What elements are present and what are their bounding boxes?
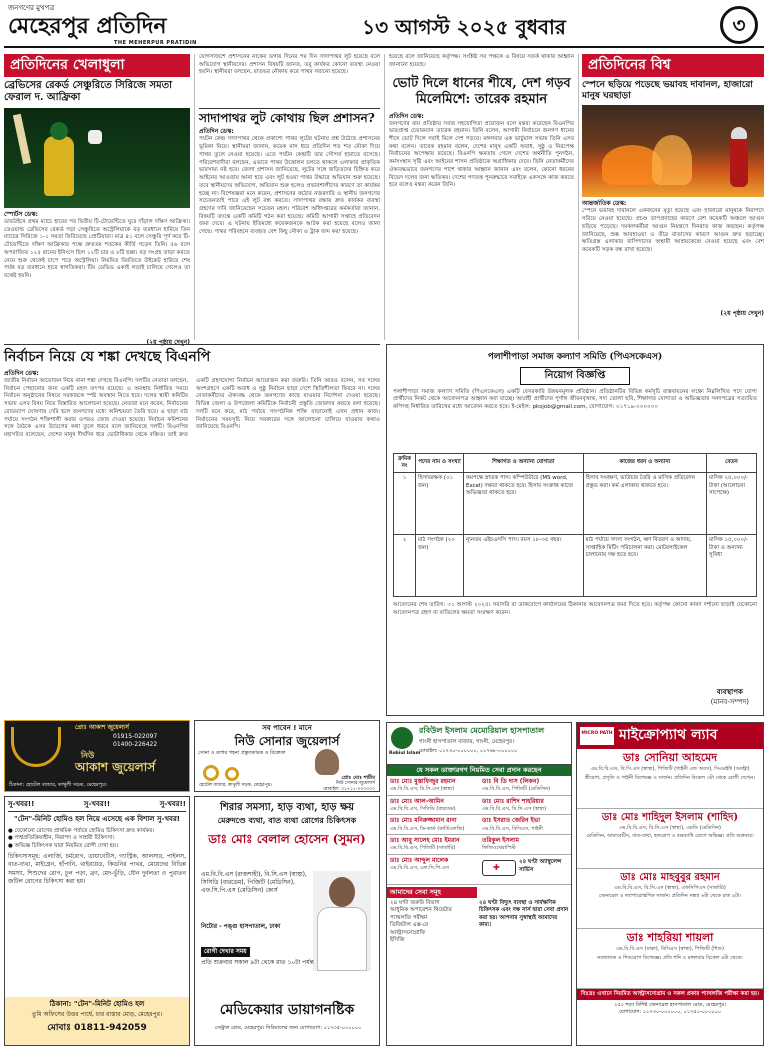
service-item: প্যাথলজি পরীক্ষা: [390, 914, 428, 921]
world-photo: [582, 105, 764, 197]
doctor-name: ডাঃ ইসরাত জেরিন ইভা: [482, 817, 540, 825]
table-cell: ১: [394, 473, 416, 535]
robiul-subhead: যে সকল ডাক্তারগণ নিয়মিত সেবা প্রদান করছেন: [387, 765, 571, 776]
robiul-header: [387, 723, 571, 765]
sonar-sub: সোনা ও রূপার গহনা প্রস্তুতকারক ও বিক্রেতা: [198, 749, 286, 756]
doctor-name: ডাঃ বি ডি দাস (লিকন): [482, 777, 540, 785]
tarek-intro: হয়েছে বলে জানিয়েছে কর্তৃপক্ষ। সংশ্লিষ্ট সব পক্ষকে এ বিষয়ে সতর্ক থাকার আহ্বান জানানো হয়েছে।: [389, 54, 574, 68]
doctor-degree: এম.বি.বি.এস, বি.সি.এস (স্বাস্থ্য), এমডি (মেডিসিন): [618, 824, 722, 831]
doctor-name: ডাঃ মোঃ রাশিদ শাহরিয়ার: [482, 797, 544, 805]
sonar-owner: প্রোঃ মোঃ শামীম: [341, 775, 375, 781]
bat-shape: [13, 114, 31, 165]
doctor-degree: এম.বি.বি.এস, বি.সি.এস (স্বাস্থ্য): [390, 785, 455, 792]
tarek-headline: ভোট দিলে ধানের শীষে, দেশ গড়ব মিলেমিশে: তারেক রহমান: [392, 76, 571, 108]
doctor-degree: এম.বি.বি.এস, সিসিডি (বারডেম): [390, 805, 456, 812]
doctor-degree: এম.বি.বি.এস, বি.সি.এস (স্বাস্থ্য), পিজিটি (গাইনী এন্ড অবস), সিএমইউ (আল্ট্রা): [590, 765, 750, 772]
center-byline: প্রতিদিন ডেস্ক:: [199, 128, 234, 136]
hospital-logo-icon: [391, 727, 413, 749]
robiul-services-list: [387, 898, 477, 947]
homeo-head: সু-খবর!!: [159, 800, 186, 808]
sports-byline: স্পোর্টস ডেস্ক:: [4, 210, 38, 218]
robiul-doctor: [479, 796, 571, 816]
doctor-coat: [317, 907, 367, 971]
robiul-services-head: আমাদের সেবা সমূহ: [387, 887, 477, 898]
service-item: আল্ট্রাসনোগ্রাফি: [390, 929, 426, 936]
necklace-icon: [11, 727, 61, 767]
table-header-cell: শিক্ষাগত ও অন্যান্য যোগ্যতা: [464, 453, 584, 473]
world-byline: আন্তর্জাতিক ডেস্ক:: [582, 200, 627, 208]
homeo-addr: তুমি অফিসের উত্তর পার্শ্বে, চার রাস্তার মোড়, মেহেরপুর।: [31, 1011, 163, 1019]
masthead-date: ১৩ আগস্ট ২০২৫ বুধবার: [362, 15, 566, 39]
service-item: ২৪ ঘণ্টা জরুরি বিভাগ: [390, 899, 440, 906]
table-cell: হিসাব সংরক্ষণ, ভাউচার তৈরি ও মাসিক প্রতিবেদন প্রস্তুত করা। কর্ম এলাকায় থাকতে হবে।: [583, 473, 706, 535]
homeo-phone: মোবাঃ 01811-942059: [47, 1022, 147, 1033]
doctor-detail: স্ত্রীরোগ, প্রসূতি ও গাইনী বিশেষজ্ঞ ও সার্জন। প্রতিদিন বিকেল ৩টা থেকে রোগী দেখেন।: [584, 774, 756, 781]
doctor-degree: এম.বি.বি.এস, পিজিটি (সার্জারি): [390, 845, 456, 852]
notice-intro: পলাশীপাড়া সমাজ কল্যাণ সমিতি (পিএসকেএস) একটি বেসরকারি উন্নয়নমূলক প্রতিষ্ঠান। প্রতিষ্ঠানটির বিভিন্ন কর্মসূচি বাস্তবায়নের লক্ষ্যে নিম্নলিখিত পদে যোগ্য প্রার্থীদের নিকট থেকে আবেদনপত্র আহ্বান করা যাচ্ছে। আগ্রহী প্রার্থীদের পূর্ণাঙ্গ জীবনবৃত্তান্ত, সদ্য তোলা ছবি, শিক্ষাগত যোগ্যতা ও অভিজ্ঞতার সনদপত্রের সত্যায়িত কপিসহ নির্ধারিত তারিখের মধ্যে আবেদন করতে হবে। ই-মেইল: pksjob@gmail.com, যোগাযোগ: ০১৭১৯-০০০০০০: [393, 388, 757, 411]
ring-icon: [203, 765, 219, 781]
akash-phone1: 01915-022097: [113, 733, 158, 740]
ad-akash-jewellers: [4, 720, 190, 792]
micro-addr: ২৫০ শয্যা বিশিষ্ট জেনারেল হাসপাতাল রোড, মেহেরপুর।: [614, 1002, 726, 1009]
notice-signer-title: ব্যবস্থাপক: [716, 688, 743, 697]
belal-center-addr: সেন্ট্রাল রোড, মেহেরপুর। সিরিয়ালের জন্য যোগাযোগ: ০১৭৩৫-০০০০০০: [214, 1025, 362, 1031]
bnp-byline: প্রতিদিন ডেস্ক:: [4, 369, 39, 377]
doctor-detail: মেডিসিন, ডায়াবেটিস, বাত-ব্যথা, হৃদরোগ ও বক্ষব্যাধি রোগে অভিজ্ঞ। প্রতি শুক্রবার।: [586, 833, 754, 840]
robiul-doctor: [387, 776, 479, 796]
sonar-phone: মোবাইল: ০১৭১১-০০০০০০: [323, 787, 375, 792]
robiul-addr: গাংনী হাসপাতাল বাজার, গাংনী, মেহেরপুর।: [419, 739, 514, 745]
akash-address: ঠিকানা: হোটেল বাজার, কাথুলী সড়ক, মেহেরপুর।: [9, 782, 107, 789]
akash-top: প্রোঃ আকাশ জুয়েলার্স: [75, 724, 130, 731]
tarek-story: [384, 54, 574, 340]
doctor-degree: এম.বি.বি.এস, বি.সি.এস (স্বাস্থ্য): [482, 805, 547, 812]
robiul-services: [387, 898, 571, 947]
ad-homeo: [4, 796, 190, 1046]
notice-title: নিয়োগ বিজ্ঞপ্তি: [520, 367, 630, 385]
micro-footer: বিঃদ্রঃ এখানে নিয়মিত আল্ট্রাসনোগ্রাম ও সকল প্রকার প্যাথলজি পরীক্ষা করা হয়।: [577, 989, 763, 1000]
doctor-degree: এম.বি.বি.এস, বি.সি.এস (স্বাস্থ্য), এফসিপিএস (সার্জারি): [614, 884, 726, 891]
firefighter-figure: [730, 135, 748, 187]
micro-doctor: [577, 809, 763, 869]
homeo-head: সু-খবর!!: [8, 800, 35, 808]
page-number-badge: [720, 6, 758, 44]
doctor-name: ডাঃ মোঃ আল-আমিন: [390, 797, 444, 805]
service-item: আধুনিক অপারেশন থিয়েটার: [390, 907, 452, 914]
table-header-cell: কাজের ধরন ও অন্যান্য: [583, 453, 706, 473]
masthead-name: মেহেরপুর প্রতিদিন: [8, 13, 167, 39]
table-cell: মাসিক ২৫,০০০/- টাকা (আলোচনা সাপেক্ষে): [707, 473, 757, 535]
akash-phone2: 01400-226422: [113, 741, 158, 748]
micro-doctor: [577, 929, 763, 989]
homeo-addr-label: ঠিকানা: "টেন"-মিনিট হোমিও হল: [49, 1000, 145, 1008]
world-section: [578, 54, 764, 340]
center-intro: যোগসাজশে প্রশাসনের নাকের ডগায় দিনের পর দিন সাদাপাথর লুট হয়েছে বলে অভিযোগ স্থানীয়দের। প্রশাসন বিষয়টি জানত, তবু কার্যকর কোনো ব্যবস্থা নেওয়া হয়নি। স্থানীয়রা বলছেন, রাতভর নৌকায় করে পাথর সরানো হয়েছে।: [199, 54, 380, 76]
notice-table: [393, 453, 757, 598]
robiul-doctor: [387, 815, 479, 835]
robiul-doctor-grid: [387, 776, 571, 885]
cricketer-head: [50, 122, 68, 140]
bnp-story: [4, 344, 380, 716]
notice-org: পলাশীপাড়া সমাজ কল্যাণ সমিতি (পিএসকেএস): [487, 352, 663, 362]
ad-dr-belal: [194, 796, 380, 1046]
notice-table-header: [394, 453, 757, 473]
robiul-note: ২৪ ঘণ্টা বিদ্যুৎ ব্যবস্থা ও সার্বক্ষণিক চিকিৎসক এবং দক্ষ নার্স দ্বারা সেবা প্রদান করা হয়। আপনার সুস্বাস্থ্যই আমাদের কাম্য।: [479, 899, 569, 929]
akash-name-small: নিউ: [81, 751, 95, 760]
masthead-tagline: জনগণের মুখপত্র: [8, 4, 55, 12]
doctor-degree: ফিজিওথেরাপিস্ট: [482, 845, 516, 852]
world-section-head: প্রতিদিনের বিশ্ব: [582, 54, 764, 77]
belal-time-label: রোগী দেখার সময়: [201, 947, 250, 957]
doctor-name: ডাঃ মোঃ মাহবুবুর রহমান: [620, 872, 720, 883]
homeo-line1: "টেন"-মিনিট হোমিও হল নিয়ে এসেছে এক বিশাল সু-খবর!: [14, 815, 180, 824]
homeo-head: সু-খবর!!: [83, 800, 111, 808]
doctor-name: ডাঃ মোঃ আব্দুল মালেক: [390, 857, 449, 865]
table-cell: মাঠ পর্যায়ে সদস্য সংগঠন, ঋণ বিতরণ ও আদায়, সাপ্তাহিক মিটিং পরিচালনা করা। মোটরসাইকেল চালানোয় দক্ষ হতে হবে।: [583, 535, 706, 597]
belal-name: ডাঃ মোঃ বেলাল হোসেন (সুমন): [208, 832, 366, 847]
table-cell: মাসিক ১৫,০০০/- টাকা ও অন্যান্য সুবিধা: [707, 535, 757, 597]
micro-doctor: [577, 869, 763, 929]
belal-time: প্রতি শুক্রবার সকাল ৯টা থেকে রাত ১০টা পর্যন্ত: [201, 959, 314, 966]
glove-shape: [88, 130, 102, 144]
masthead-name-en: THE MEHERPUR PRATIDIN: [114, 40, 197, 46]
doctor-degree: এম.বি.বি.এস, পিজিটি (মেডিসিন): [482, 785, 551, 792]
ring-icon: [225, 767, 239, 781]
sonar-top: সব পাবেন ! মানে: [262, 724, 312, 732]
ambulance-panel: [479, 855, 571, 885]
robiul-doctor: [479, 835, 571, 855]
service-item: ডিজিটাল এক্স-রে: [390, 922, 429, 929]
robiul-doctor: [479, 815, 571, 835]
table-cell: ন্যূনতম এইচএসসি পাস। বয়স ১৮-৩৫ বছর।: [464, 535, 584, 597]
doctor-name: ডাঃ মোঃ মুস্তাফিজুর রহমান: [390, 777, 456, 785]
world-headline: স্পেনে ছড়িয়ে পড়েছে ভয়াবহ দাবানল, হাজারো মানুষ ঘরছাড়া: [582, 79, 753, 102]
doctor-avatar: [313, 871, 371, 971]
ad-new-sonar: [194, 720, 380, 792]
micro-header: [577, 723, 763, 749]
world-cont: (২য় পৃষ্ঠায় দেখুন): [720, 310, 764, 318]
doctor-head: [329, 877, 355, 907]
service-item: ইসিজি: [390, 937, 405, 944]
belal-degrees: এম.বি.বি.এস (রাজশাহী), বি.সি.এস (স্বাস্থ্য), সিসিডি (বারডেম), পিজিটি (মেডিসিন), এফ.সি.পি.এস (মেডিসিন) কোর্স: [201, 871, 307, 895]
table-header-cell: ক্রমিক নং: [394, 453, 416, 473]
bnp-body: জাতীয় নির্বাচন আয়োজন নিয়ে নানা শঙ্কা দেখছে বিএনপি। দলটির নেতারা বলছেন, নির্বাচন পেছানোর জন্য একটি মহল তৎপর রয়েছে। এ অবস্থায় নির্ধারিত সময়ে নির্বাচন অনুষ্ঠানের বিষয়ে সরকারকে স্পষ্ট অবস্থান নিতে হবে। দলের স্থায়ী কমিটির সভায় এসব বিষয় নিয়ে বিস্তারিত আলোচনা হয়েছে। নেতারা মনে করেন, নির্বাচনের রোডম্যাপ ঘোষণায় দেরি হলে জনগণের মধ্যে অনিশ্চয়তা তৈরি হবে। এ ছাড়া মাঠ পর্যায়ে সংগঠন শক্তিশালী করার ওপরও জোর দেওয়া হয়েছে। নির্বাচন কমিশনের সঙ্গে বৈঠকে এসব উদ্বেগের কথা তুলে ধরবে বলে জানিয়েছে দলটি। বিএনপির মহাসচিব বলেছেন, দেশের মানুষ দীর্ঘদিন ধরে ভোটাধিকার থেকে বঞ্চিত। তাই দ্রুত একটি গ্রহণযোগ্য নির্বাচন আয়োজন করা জরুরি। তিনি আরও বলেন, সব দলের অংশগ্রহণে একটি অবাধ ও সুষ্ঠু নির্বাচন ছাড়া দেশে স্থিতিশীলতা ফিরবে না। দলের নেতাকর্মীদের ঐক্যবদ্ধ থেকে জনগণের কাছে যাওয়ার নির্দেশনা দেওয়া হয়েছে। বিভিন্ন জেলা ও উপজেলা কমিটিকে নির্বাচনী প্রস্তুতি জোরদার করতে বলা হয়েছে। দলটি মনে করে, মাঠ পর্যায়ে সাংগঠনিক শক্তি বাড়ানোই এখন প্রধান কাজ। নির্বাচনের সময়সূচি নিয়ে সরকারের সঙ্গে আলোচনা চালিয়ে যাওয়ার কথাও জানিয়েছে বিএনপি।: [4, 377, 380, 439]
table-cell: ২: [394, 535, 416, 597]
masthead: [4, 4, 764, 48]
belal-top: শিরার সমস্যা, হাড় ব্যথা, হাড় ক্ষয়: [219, 802, 355, 813]
ad-robiul-hospital: [386, 722, 572, 1046]
sports-section-head: প্রতিদিনের খেলাধুলা: [4, 54, 190, 77]
owner-avatar: [315, 749, 339, 775]
homeo-point: ● যেকোনো রোগের প্রাথমিক পর্যায়ে হোমিও চিকিৎসা দ্রুত কার্যকর।: [8, 827, 155, 834]
sports-headline: ব্রেভিসের রেকর্ড সেঞ্চুরিতে সিরিজে সমতা ফেরাল দ. আফ্রিকা: [4, 79, 173, 104]
micro-doctor: [577, 749, 763, 809]
center-story: [194, 54, 380, 340]
homeo-heads: [8, 800, 186, 812]
robiul-doctor: [387, 796, 479, 816]
homeo-services: চিকিৎসাসমূহ: এলার্জি, চর্মরোগ, ডায়াবেটিস, গ্যাস্ট্রিক, আলসার, পাইলস, বাত-ব্যথা, মাইগ্রেন, হাঁপানি, থাইরয়েড, কিডনির পাথর, মেয়েদের বিভিন্ন সমস্যা, শিশুদের রোগ, চুল পড়া, ব্রণ, মেদ-ভুঁড়ি, যৌন দুর্বলতা ও পুরাতন জটিল রোগের চিকিৎসা করা হয়।: [8, 853, 186, 885]
doctor-degree: এম.বি.বি.এস (ঢাকা), বিসিএস (স্বাস্থ্য), পিজিটি (শিশু): [616, 945, 724, 952]
bnp-headline: নির্বাচন নিয়ে যে শঙ্কা দেখছে বিএনপি: [4, 349, 211, 365]
doctor-name: ডাঃ আবু সালেহ মোঃ ইমরান: [390, 837, 460, 845]
robiul-ambulance: ২৪ ঘণ্টা অ্যাম্বুলেন্স সার্ভিস: [519, 859, 562, 873]
table-row: [394, 473, 757, 535]
doctor-name: ডাঃ মোঃ মনিরুজ্জামান রানা: [390, 817, 457, 825]
center-body: পর্যটন কেন্দ্র সাদাপাথর থেকে প্রকাশ্যে পাথর লুটের ঘটনায় প্রশ্ন উঠেছে প্রশাসনের ভূমিকা নিয়ে। স্থানীয়রা জানান, কয়েক মাস ধরে প্রতিদিন শত শত নৌকা দিয়ে পাথর তুলে নেওয়া হয়েছে। এতে পর্যটন কেন্দ্রটি তার সৌন্দর্য হারাতে বসেছে। পরিবেশবাদীরা বলছেন, এভাবে পাথর উত্তোলন চলতে থাকলে এলাকার প্রাকৃতিক ভারসাম্য নষ্ট হবে। জেলা প্রশাসন জানিয়েছে, লুটের সঙ্গে জড়িতদের চিহ্নিত করে আইনের আওতায় আনা হবে এবং লুট হওয়া পাথর উদ্ধারে অভিযান শুরু হয়েছে। তবে স্থানীয়দের অভিযোগ, অভিযান শুরু হলেও প্রভাবশালীদের কারণে তা কার্যকর হচ্ছে না। বিশেষজ্ঞরা মনে করেন, প্রশাসনের কঠোর নজরদারি ও স্থানীয় জনগণের সচেতনতাই পারে এই লুট বন্ধ করতে। সাদাপাথর রক্ষায় দ্রুত কার্যকর ব্যবস্থা গ্রহণের দাবি জানিয়েছেন সচেতন মহল। পরিবেশ অধিদপ্তরের কর্মকর্তারা জানান, বিষয়টি তদন্তে একটি কমিটি গঠন করা হয়েছে। কমিটি আগামী সপ্তাহে প্রতিবেদন জমা দেবে। এ ঘটনায় ইতিমধ্যে কয়েকজনকে আটক করা হয়েছে বলেও জানা গেছে। পাথর পরিবহনে ব্যবহৃত বেশ কিছু নৌকা ও ট্রাক জব্দ করা হয়েছে।: [199, 136, 380, 236]
belal-top2: মেরুদণ্ডে ব্যথা, বাত ব্যথা রোগের চিকিৎসক: [217, 814, 357, 825]
doctor-name: তরিকুল ইসলাম: [482, 837, 519, 845]
micro-phone: যোগাযোগ: ০১৭৩০-০০০০০০, ০১৭৫০-০০০০০০: [618, 1009, 722, 1016]
sports-photo: [4, 108, 190, 208]
notice-signer-sub: (মানব-সম্পদ): [710, 697, 749, 706]
homeo-footer: [5, 997, 189, 1045]
robiul-doctor: [479, 776, 571, 796]
robiul-logo: Robiul Islam: [389, 751, 421, 756]
sonar-address: হোটেল বাজার, কাথুলী সড়ক, মেহেরপুর।: [199, 783, 272, 788]
homeo-point: ● অভিজ্ঞ চিকিৎসক দ্বারা নিয়মিত রোগী দেখা হয়।: [8, 842, 118, 849]
sonar-name: নিউ সোনার জুয়েলার্স: [234, 734, 340, 749]
belal-center: মেডিকেয়ার ডায়াগনষ্টিক: [219, 1002, 355, 1018]
sonar-owner-sub: নিউ সোনার জুয়েলার্স: [335, 781, 375, 786]
tarek-byline: প্রতিদিন ডেস্ক:: [389, 112, 424, 120]
homeo-point: ● পার্শ্বপ্রতিক্রিয়াহীন, নিরাপদ ও সাশ্রয়ী চিকিৎসা।: [8, 835, 115, 842]
doctor-degree: এম.বি.বি.এস, এফ.সি.পি.এস: [390, 865, 449, 872]
ambulance-cross-icon: ✚: [493, 863, 500, 873]
robiul-phone: মোবাইল: ০১৭৩০-০০০০০০, ০১৭৬৮-০০০০০০: [419, 748, 518, 754]
sports-body: ডারউইনে প্রথম ম্যাচে হারের পর দ্বিতীয় টি-টোয়েন্টিতে ঘুরে দাঁড়াল দক্ষিণ আফ্রিকা। ডেওয়াল্ড ব্রেভিসের রেকর্ড গড়া সেঞ্চুরিতে অস্ট্রেলিয়াকে বড় ব্যবধানে হারিয়ে তিন ম্যাচের সিরিজে ১-১ সমতা ফিরিয়েছে প্রোটিয়ারা। মাত্র ৪১ বলে সেঞ্চুরি পূর্ণ করে টি-টোয়েন্টিতে দক্ষিণ আফ্রিকার পক্ষে দ্রুততম শতকের কীর্তি গড়েন তিনি। ৫৬ বলে অপরাজিত ১২৫ রানের ইনিংসে ছিল ১২টি চার ও ৮টি ছক্কা। বড় সংগ্রহ তাড়া করতে নেমে শুরু থেকেই চাপে পড়ে অস্ট্রেলিয়া। নিয়মিত বিরতিতে উইকেট হারিয়ে শেষ পর্যন্ত বড় ব্যবধানে হারে স্বাগতিকরা। টিম ডেভিড একাই লড়াই চালিয়ে গেলেও তা যথেষ্ট হয়নি।: [4, 218, 190, 280]
robiul-doctor: [387, 835, 479, 855]
doctor-degree: এম.বি.বি.এস, ডি-কার্ড (কার্ডিওলজি): [390, 825, 465, 832]
doctor-name: ডাঃ সোনিয়া আহমেদ: [622, 751, 718, 764]
belal-hospital: নিটোর - পঙ্গু হাসপাতাল, ঢাকা: [201, 923, 281, 930]
notice-footer: আবেদনের শেষ তারিখ: ৩১ আগস্ট ২০২৫। সরাসরি বা ডাকযোগে কার্যালয়ের ঠিকানায় আবেদনপত্র জমা দিতে হবে। কর্তৃপক্ষ কোনো কারণ দর্শানো ছাড়াই যেকোনো আবেদনপত্র গ্রহণ বা বাতিলের ক্ষমতা সংরক্ষণ করেন।: [393, 602, 757, 617]
robiul-name: রবিউল ইসলাম মেমোরিয়াল হাসপাতাল: [419, 726, 545, 735]
notice-signer: [711, 688, 749, 707]
recruitment-notice: [386, 344, 764, 716]
ad-micropath: [576, 722, 764, 1046]
table-header-cell: পদের নাম ও সংখ্যা: [416, 453, 464, 473]
table-cell: মাঠ সংগঠক (২০ জন): [416, 535, 464, 597]
doctor-degree: এম.বি.বি.এস, বিসিএস, গাইনী: [482, 825, 544, 832]
table-cell: কমপক্ষে স্নাতক পাস। কম্পিউটারে (MS word, Excel) দক্ষতা থাকতে হবে। হিসাব সংক্রান্ত কাজে অভিজ্ঞতা থাকতে হবে।: [464, 473, 584, 535]
doctor-name: ডাঃ মোঃ শাহিদুল ইসলাম (শাহিদ): [601, 812, 739, 823]
world-body: স্পেনে ভয়াবহ দাবানলে একজনের মৃত্যু হয়েছে এবং হাজারো মানুষকে নিরাপদে সরিয়ে নেওয়া হয়েছে। প্রচণ্ড তাপপ্রবাহের কারণে বেশ কয়েকটি অঞ্চলে আগুন ছড়িয়ে পড়েছে। দমকলকর্মীরা আগুন নিয়ন্ত্রণে দিনরাত কাজ করছেন। কর্তৃপক্ষ জানিয়েছে, শুষ্ক আবহাওয়া ও তীব্র বাতাসের কারণে আগুন দ্রুত ছড়াচ্ছে। ক্ষতিগ্রস্ত এলাকার বাসিন্দাদের অস্থায়ী আশ্রয়কেন্দ্রে নেওয়া হয়েছে এবং বেশ কয়েকটি সড়ক বন্ধ রাখা হয়েছে।: [582, 208, 764, 254]
table-row: [394, 535, 757, 597]
center-headline: সাদাপাথর লুট কোথায় ছিল প্রশাসন?: [199, 108, 380, 125]
table-header-cell: বেতন: [707, 453, 757, 473]
sports-section: [4, 54, 190, 346]
doctor-name: ডাঃ শাহরিয়া শায়লা: [626, 931, 714, 944]
akash-name: আকাশ জুয়েলার্স: [75, 760, 156, 774]
micro-logo: MICRO PATH: [580, 727, 614, 745]
page-number: ৩: [732, 12, 746, 37]
micro-name: মাইক্রোপ্যাথ ল্যাব: [619, 727, 718, 743]
cricketer-figure: [44, 136, 74, 196]
doctor-detail: জেনারেল ও ল্যাপারোস্কপিক সার্জন। প্রতিদিন সন্ধ্যা ৬টা থেকে রাত ৯টা।: [598, 893, 742, 900]
fire-flame-2: [652, 135, 692, 185]
doctor-detail: নবজাতক ও শিশুরোগ বিশেষজ্ঞ। প্রতি শনি ও মঙ্গলবার বিকেল ৪টা থেকে।: [597, 954, 743, 961]
table-cell: হিসাবরক্ষক (০১ জন): [416, 473, 464, 535]
sports-cont: (২য় পৃষ্ঠায় দেখুন): [146, 338, 190, 346]
firefighter-helmet: [731, 127, 747, 139]
robiul-doctor: [387, 855, 479, 885]
tarek-body: জনগণের রায় প্রতিষ্ঠায় সবার সহযোগিতা প্রয়োজন বলে মন্তব্য করেছেন বিএনপির ভারপ্রাপ্ত চেয়ারম্যান তারেক রহমান। তিনি বলেন, আগামী নির্বাচনে জনগণ ধানের শীষে ভোট দিলে সবাই মিলে দেশ গড়বে। মঙ্গলবার এক ভার্চুয়াল সভায় তিনি এসব কথা বলেন। তারেক রহমান বলেন, দেশের মানুষ একটি অবাধ, সুষ্ঠু ও নিরপেক্ষ নির্বাচনের অপেক্ষায় রয়েছে। বিএনপি ক্ষমতায় গেলে দেশের অর্থনীতি পুনর্গঠন, কর্মসংস্থান সৃষ্টি এবং আইনের শাসন প্রতিষ্ঠাকে অগ্রাধিকার দেবে। তিনি নেতাকর্মীদের ঐক্যবদ্ধভাবে জনগণের পাশে থাকার আহ্বান জানান এবং বলেন, কোনো ধরনের বিভেদ দলের জন্য ক্ষতিকর। দেশের গণতন্ত্র পুনরুদ্ধারে সবাইকে একসঙ্গে কাজ করতে হবে বলেও মন্তব্য করেন তিনি।: [389, 120, 574, 189]
